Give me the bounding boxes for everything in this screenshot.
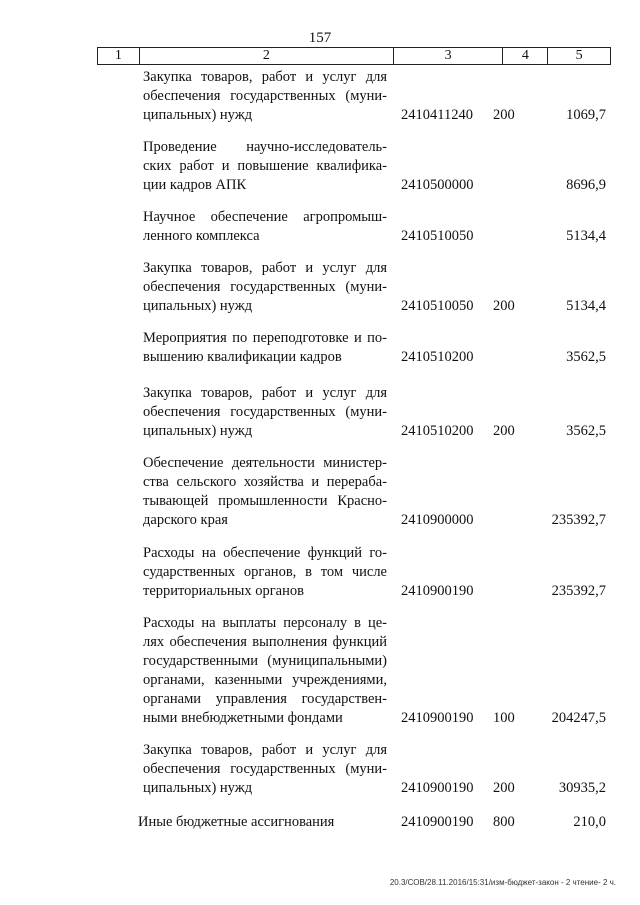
row-description: Закупка товаров, работ и услуг для обеспечения государственных (муни- ципальных) нужд: [143, 260, 387, 314]
row-description: Проведение научно-исследователь- ских работ и повышение квалифика- ции кадров АПК: [143, 139, 387, 193]
row-amount: 210,0: [573, 814, 606, 830]
column-header-4: 4: [503, 48, 548, 64]
row-description: Закупка товаров, работ и услуг для обеспечения государственных (муни- ципальных) нужд: [143, 385, 387, 439]
row-description: Расходы на обеспечение функций го- сударственных органов, в том числе территориальных органов: [143, 545, 387, 599]
column-header-2: 2: [140, 48, 394, 64]
row-code: 2410510050: [401, 228, 474, 244]
row-code: 2410500000: [401, 177, 474, 193]
row-amount: 1069,7: [566, 107, 606, 123]
row-description: Мероприятия по переподготовке и по- вышению квалификации кадров: [143, 330, 387, 365]
row-amount: 235392,7: [551, 583, 606, 599]
row-amount: 5134,4: [566, 228, 606, 244]
row-expense-type: 200: [493, 780, 515, 796]
row-expense-type: 800: [493, 814, 515, 830]
row-amount: 204247,5: [551, 710, 606, 726]
column-header-1: 1: [98, 48, 140, 64]
row-amount: 3562,5: [566, 423, 606, 439]
row-code: 2410510200: [401, 423, 474, 439]
row-description: Иные бюджетные ассигнования: [138, 814, 335, 830]
row-expense-type: 200: [493, 107, 515, 123]
row-code: 2410900190: [401, 780, 474, 796]
row-expense-type: 200: [493, 423, 515, 439]
row-code: 2410411240: [401, 107, 473, 123]
row-description: Расходы на выплаты персоналу в це- лях обеспечения выполнения функций государственными (муниципальными) органами, казенными учреждениями, органами управления государствен- ными внебюджетными фондами: [143, 615, 387, 726]
row-amount: 5134,4: [566, 298, 606, 314]
row-code: 2410900190: [401, 814, 474, 830]
row-code: 2410900000: [401, 512, 474, 528]
row-expense-type: 200: [493, 298, 515, 314]
row-description: Закупка товаров, работ и услуг для обеспечения государственных (муни- ципальных) нужд: [143, 742, 387, 796]
document-footer: 20.3/СОВ/28.11.2016/15:31/изм-бюджет-закон - 2 чтение- 2 ч.: [389, 878, 616, 887]
column-header-3: 3: [394, 48, 504, 64]
row-expense-type: 100: [493, 710, 515, 726]
row-code: 2410900190: [401, 710, 474, 726]
row-code: 2410510200: [401, 349, 474, 365]
row-amount: 235392,7: [551, 512, 606, 528]
row-code: 2410900190: [401, 583, 474, 599]
page-number: 157: [308, 30, 332, 46]
row-amount: 30935,2: [558, 780, 606, 796]
row-description: Обеспечение деятельности министер- ства сельского хозяйства и перераба- тывающей промышленности Красно- дарского края: [143, 455, 387, 528]
row-amount: 3562,5: [566, 349, 606, 365]
column-header-5: 5: [575, 48, 583, 63]
row-description: Научное обеспечение агропромыш- ленного комплекса: [143, 209, 387, 244]
row-code: 2410510050: [401, 298, 474, 314]
row-description: Закупка товаров, работ и услуг для обеспечения государственных (муни- ципальных) нужд: [143, 69, 387, 123]
row-amount: 8696,9: [566, 177, 606, 193]
table-header: [97, 47, 611, 65]
